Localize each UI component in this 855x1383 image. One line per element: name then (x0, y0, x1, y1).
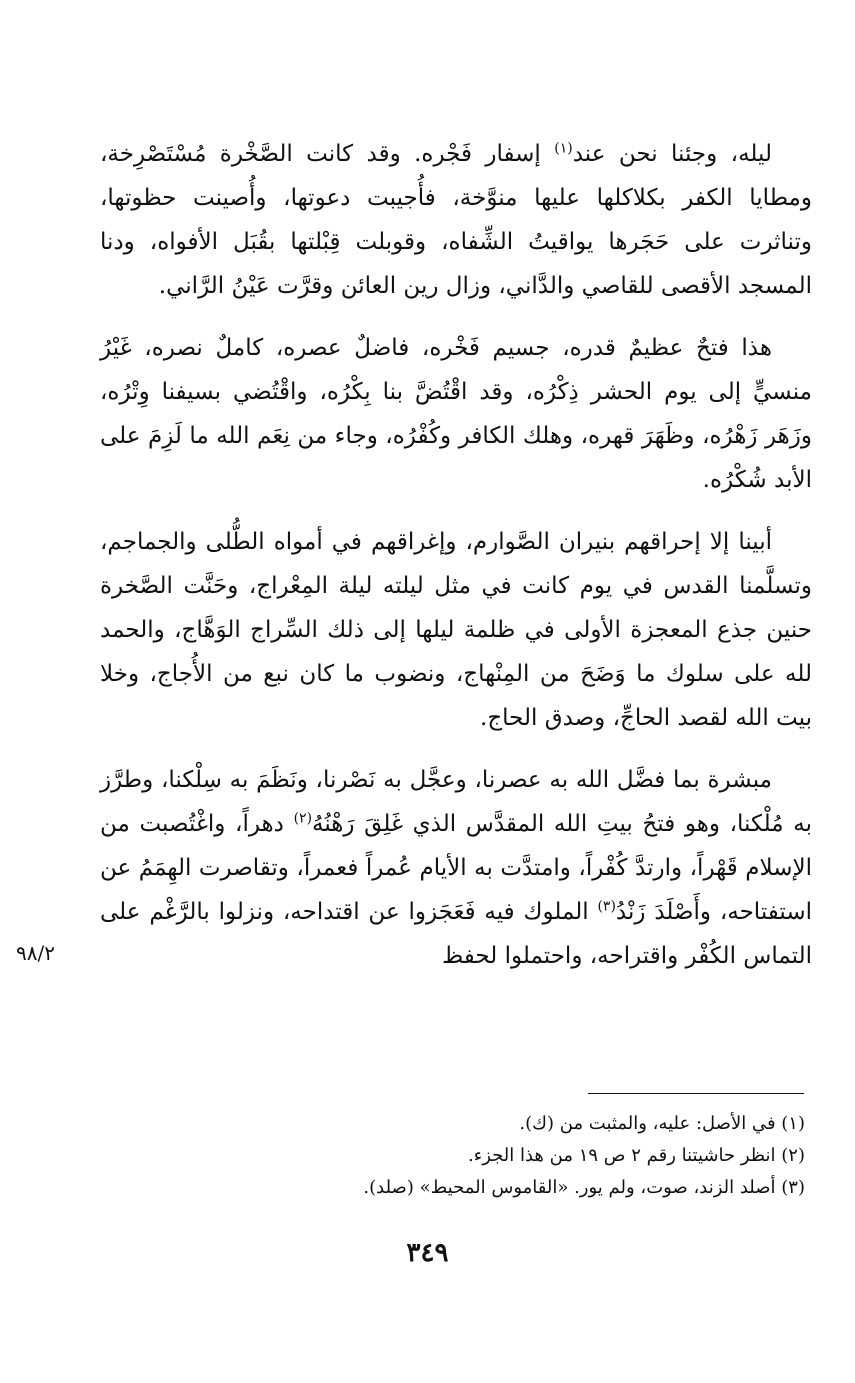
paragraph-4-text-c: الملوك فيه فَعَجَزوا عن اقتداحه، ونزلوا بالرَّغْم على التماس الكُفْر واقتراحه، واحتملوا لحفظ (100, 899, 812, 969)
footnote-ref-3: (٣) (597, 898, 616, 915)
paragraph-1 (100, 132, 812, 308)
footnote-1: (١) في الأصل: عليه، والمثبت من (ك). (519, 1113, 805, 1134)
paragraph-2: هذا فتحٌ عظيمٌ قدره، جسيم فَخْره، فاضلٌ عصره، كاملٌ نصره، غَيْرُ منسيٍّ إلى يوم الحشر ذِكْرُه، وقد اقْتُضَّ بنا بِكْرُه، واقْتُضي بسيفنا وِتْرُه، وزَهَر زَهْرُه، وظَهَرَ قهره، وهلك الكافر وكُفْرُه، وجاء من نِعَم الله ما لَزِمَ على الأبد شُكْرُه. (100, 335, 812, 493)
paragraph-4-text-b: دهراً، واغْتُصبت من الإسلام قَهْراً، وارتدَّ كُفْراً، وامتدَّت به الأيام عُمراً فعمراً، وتقاصرت الهِمَمُ عن استفتاحه، وأَصْلَدَ زَنْدُ (100, 811, 812, 925)
page-number: ٣٤٩ (406, 1238, 449, 1268)
paragraph-1-text-a: ليله، وجئنا نحن عند (572, 141, 772, 167)
footnotes (165, 1108, 805, 1204)
paragraph-1-text-b: إسفار فَجْره. وقد كانت الصَّخْرة مُسْتَصْرِخة، ومطايا الكفر بكلاكلها عليها منوَّخة، فأُجيبت دعوتها، وأُصينت حظوتها، وتناثرت على حَجَرها يواقيتُ الشِّفاه، وقوبلت قِبْلتها بقُبَل الأفواه، ودنا المسجد الأقصى للقاصي والدَّاني، وزال رين العائن وقرَّت عَيْنُ الرَّاني. (100, 141, 812, 299)
margin-page-reference: ٩٨/٢ (16, 941, 55, 965)
paragraph-4 (100, 758, 812, 978)
footnote-2: (٢) انظر حاشيتنا رقم ٢ ص ١٩ من هذا الجزء. (468, 1145, 805, 1166)
footnote-ref-1: (١) (554, 140, 573, 157)
paragraph-3: أبينا إلا إحراقهم بنيران الصَّوارم، وإغراقهم في أمواه الطُّلى والجماجم، وتسلَّمنا القدس في يوم كانت في مثل ليلته ليلة المِعْراج، وحَنَّت الصَّخرة حنين جذع المعجزة الأولى في ظلمة ليلها إلى ذلك السِّراج الوَهَّاج، والحمد لله على سلوك ما وَضَحَ من المِنْهاج، ونضوب ما كان نبع من الأُجاج، وخلا بيت الله لقصد الحاجِّ، وصدق الحاج. (100, 529, 812, 731)
main-text (100, 132, 812, 978)
paragraph-4-text-a: مبشرة بما فضَّل الله به عصرنا، وعجَّل به نَصْرنا، ونَظَمَ به سِلْكنا، وطرَّز به مُلْكنا، وهو فتحُ بيتِ الله المقدَّس الذي غَلِقَ رَهْنُهُ (100, 767, 812, 837)
footnote-divider (588, 1093, 804, 1094)
footnote-3: (٣) أصلد الزند، صوت، ولم يور. «القاموس المحيط» (صلد). (363, 1177, 805, 1198)
footnote-ref-2: (٢) (293, 810, 313, 827)
